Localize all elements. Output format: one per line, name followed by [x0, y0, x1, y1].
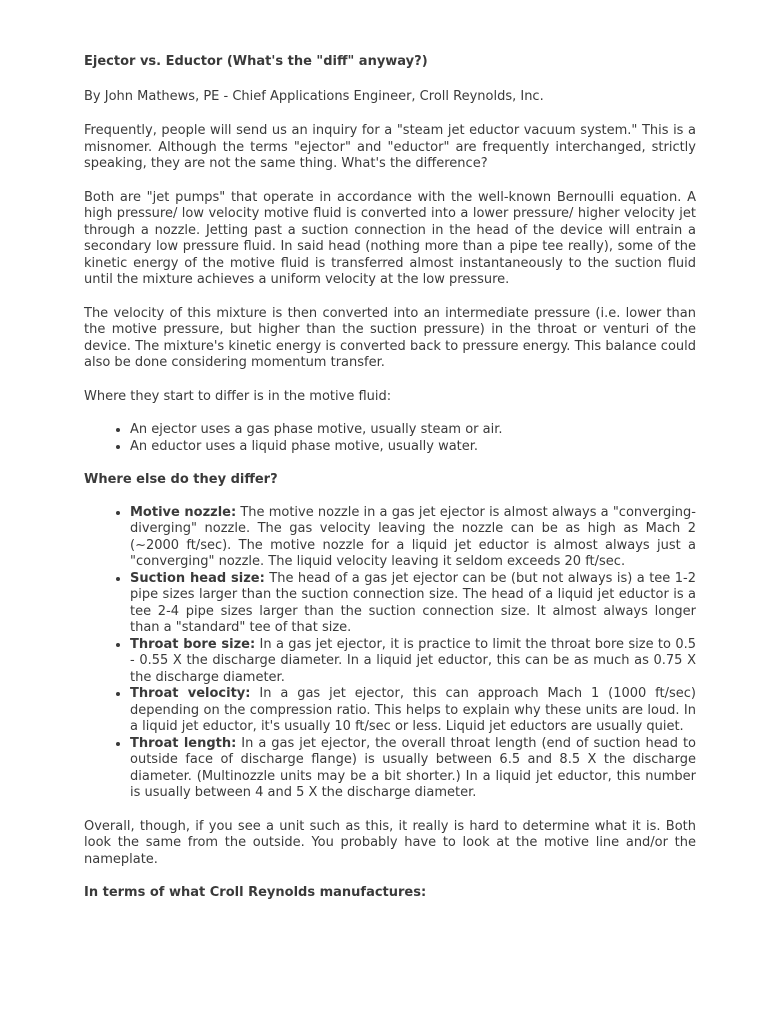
list-item [130, 571, 696, 637]
term-description: The head of a gas jet ejector can be (but not always is) a tee 1-2 pipe sizes larger than the suction connection size. The head of a liquid jet eductor is a tee 2-4 pipe sizes larger than the suction connection size. It almost always longer than a "standard" tee of that size. [130, 570, 696, 635]
overall-paragraph: Overall, though, if you see a unit such as this, it really is hard to determine what it is. Both look the same from the outside. You probably have to look at the motive line and/or the nameplate. [84, 818, 696, 867]
list-item: • An ejector uses a gas phase motive, usually steam or air. [130, 422, 696, 439]
term-label: Suction head size: [130, 570, 265, 586]
section-heading-differences: Where else do they differ? [84, 472, 278, 487]
list-item [130, 686, 696, 736]
section-heading-manufactures: In terms of what Croll Reynolds manufactures: [84, 885, 427, 900]
motive-fluid-intro: Where they start to differ is in the motive fluid: [84, 388, 392, 404]
term-label: Throat velocity: [130, 686, 251, 701]
term-label: Motive nozzle: [130, 504, 237, 520]
intro-paragraph: Frequently, people will send us an inquiry for a "steam jet eductor vacuum system." This is a misnomer. Although the terms "ejector" and "eductor" are frequently interchanged, strictly speaking, they are not the same thing. What's the difference? [84, 123, 696, 171]
list-item [130, 637, 696, 687]
term-description: In a gas jet ejector, it is practice to limit the throat bore size to 0.5 - 0.55 X the discharge diameter. In a liquid jet eductor, this can be as much as 0.75 X the discharge diameter. [130, 636, 697, 685]
document-page [84, 54, 696, 918]
motive-fluid-list [84, 422, 696, 455]
term-label: Throat bore size: [130, 636, 256, 652]
bernoulli-paragraph: Both are "jet pumps" that operate in accordance with the well-known Bernoulli equation. A high pressure/ low velocity motive fluid is converted into a lower pressure/ higher velocity jet through a nozzle. Jetting past a suction connection in the head of the device will entrain a secondary low pressure fluid. In said head (nothing more than a pipe tee really), some of the kinetic energy of the motive fluid is transferred almost instantaneously to the suction fluid until the mixture achieves a uniform velocity at the low pressure. [84, 189, 696, 287]
term-label: Throat length: [130, 735, 237, 751]
differences-list [84, 505, 696, 802]
author-byline: By John Mathews, PE - Chief Applications Engineer, Croll Reynolds, Inc. [84, 88, 544, 104]
list-item: • An eductor uses a liquid phase motive, usually water. [130, 439, 696, 456]
list-item [130, 736, 696, 802]
list-item [130, 505, 696, 571]
velocity-paragraph: The velocity of this mixture is then converted into an intermediate pressure (i.e. lower than the motive pressure, but higher than the suction pressure) in the throat or venturi of the device. The mixture's kinetic energy is converted back to pressure energy. This balance could also be done considering momentum transfer. [84, 305, 696, 370]
term-description: In a gas jet ejector, this can approach Mach 1 (1000 ft/sec) depending on the compression ratio. This helps to explain why these units are loud. In a liquid jet eductor, it's usually 10 ft/sec or less. Liquid jet eductors are usually quiet. [130, 686, 696, 734]
document-title: Ejector vs. Eductor (What's the "diff" anyway?) [84, 54, 428, 69]
term-description: The motive nozzle in a gas jet ejector is almost always a "converging-diverging" nozzle. The gas velocity leaving the nozzle can be as high as Mach 2 (~2000 ft/sec). The motive nozzle for a liquid jet eductor is almost always just a "converging" nozzle. The liquid velocity leaving it seldom exceeds 20 ft/sec. [130, 504, 696, 569]
term-description: In a gas jet ejector, the overall throat length (end of suction head to outside face of discharge flange) is usually between 6.5 and 8.5 X the discharge diameter. (Multinozzle units may be a bit shorter.) In a liquid jet eductor, this number is usually between 4 and 5 X the discharge diameter. [130, 735, 696, 800]
